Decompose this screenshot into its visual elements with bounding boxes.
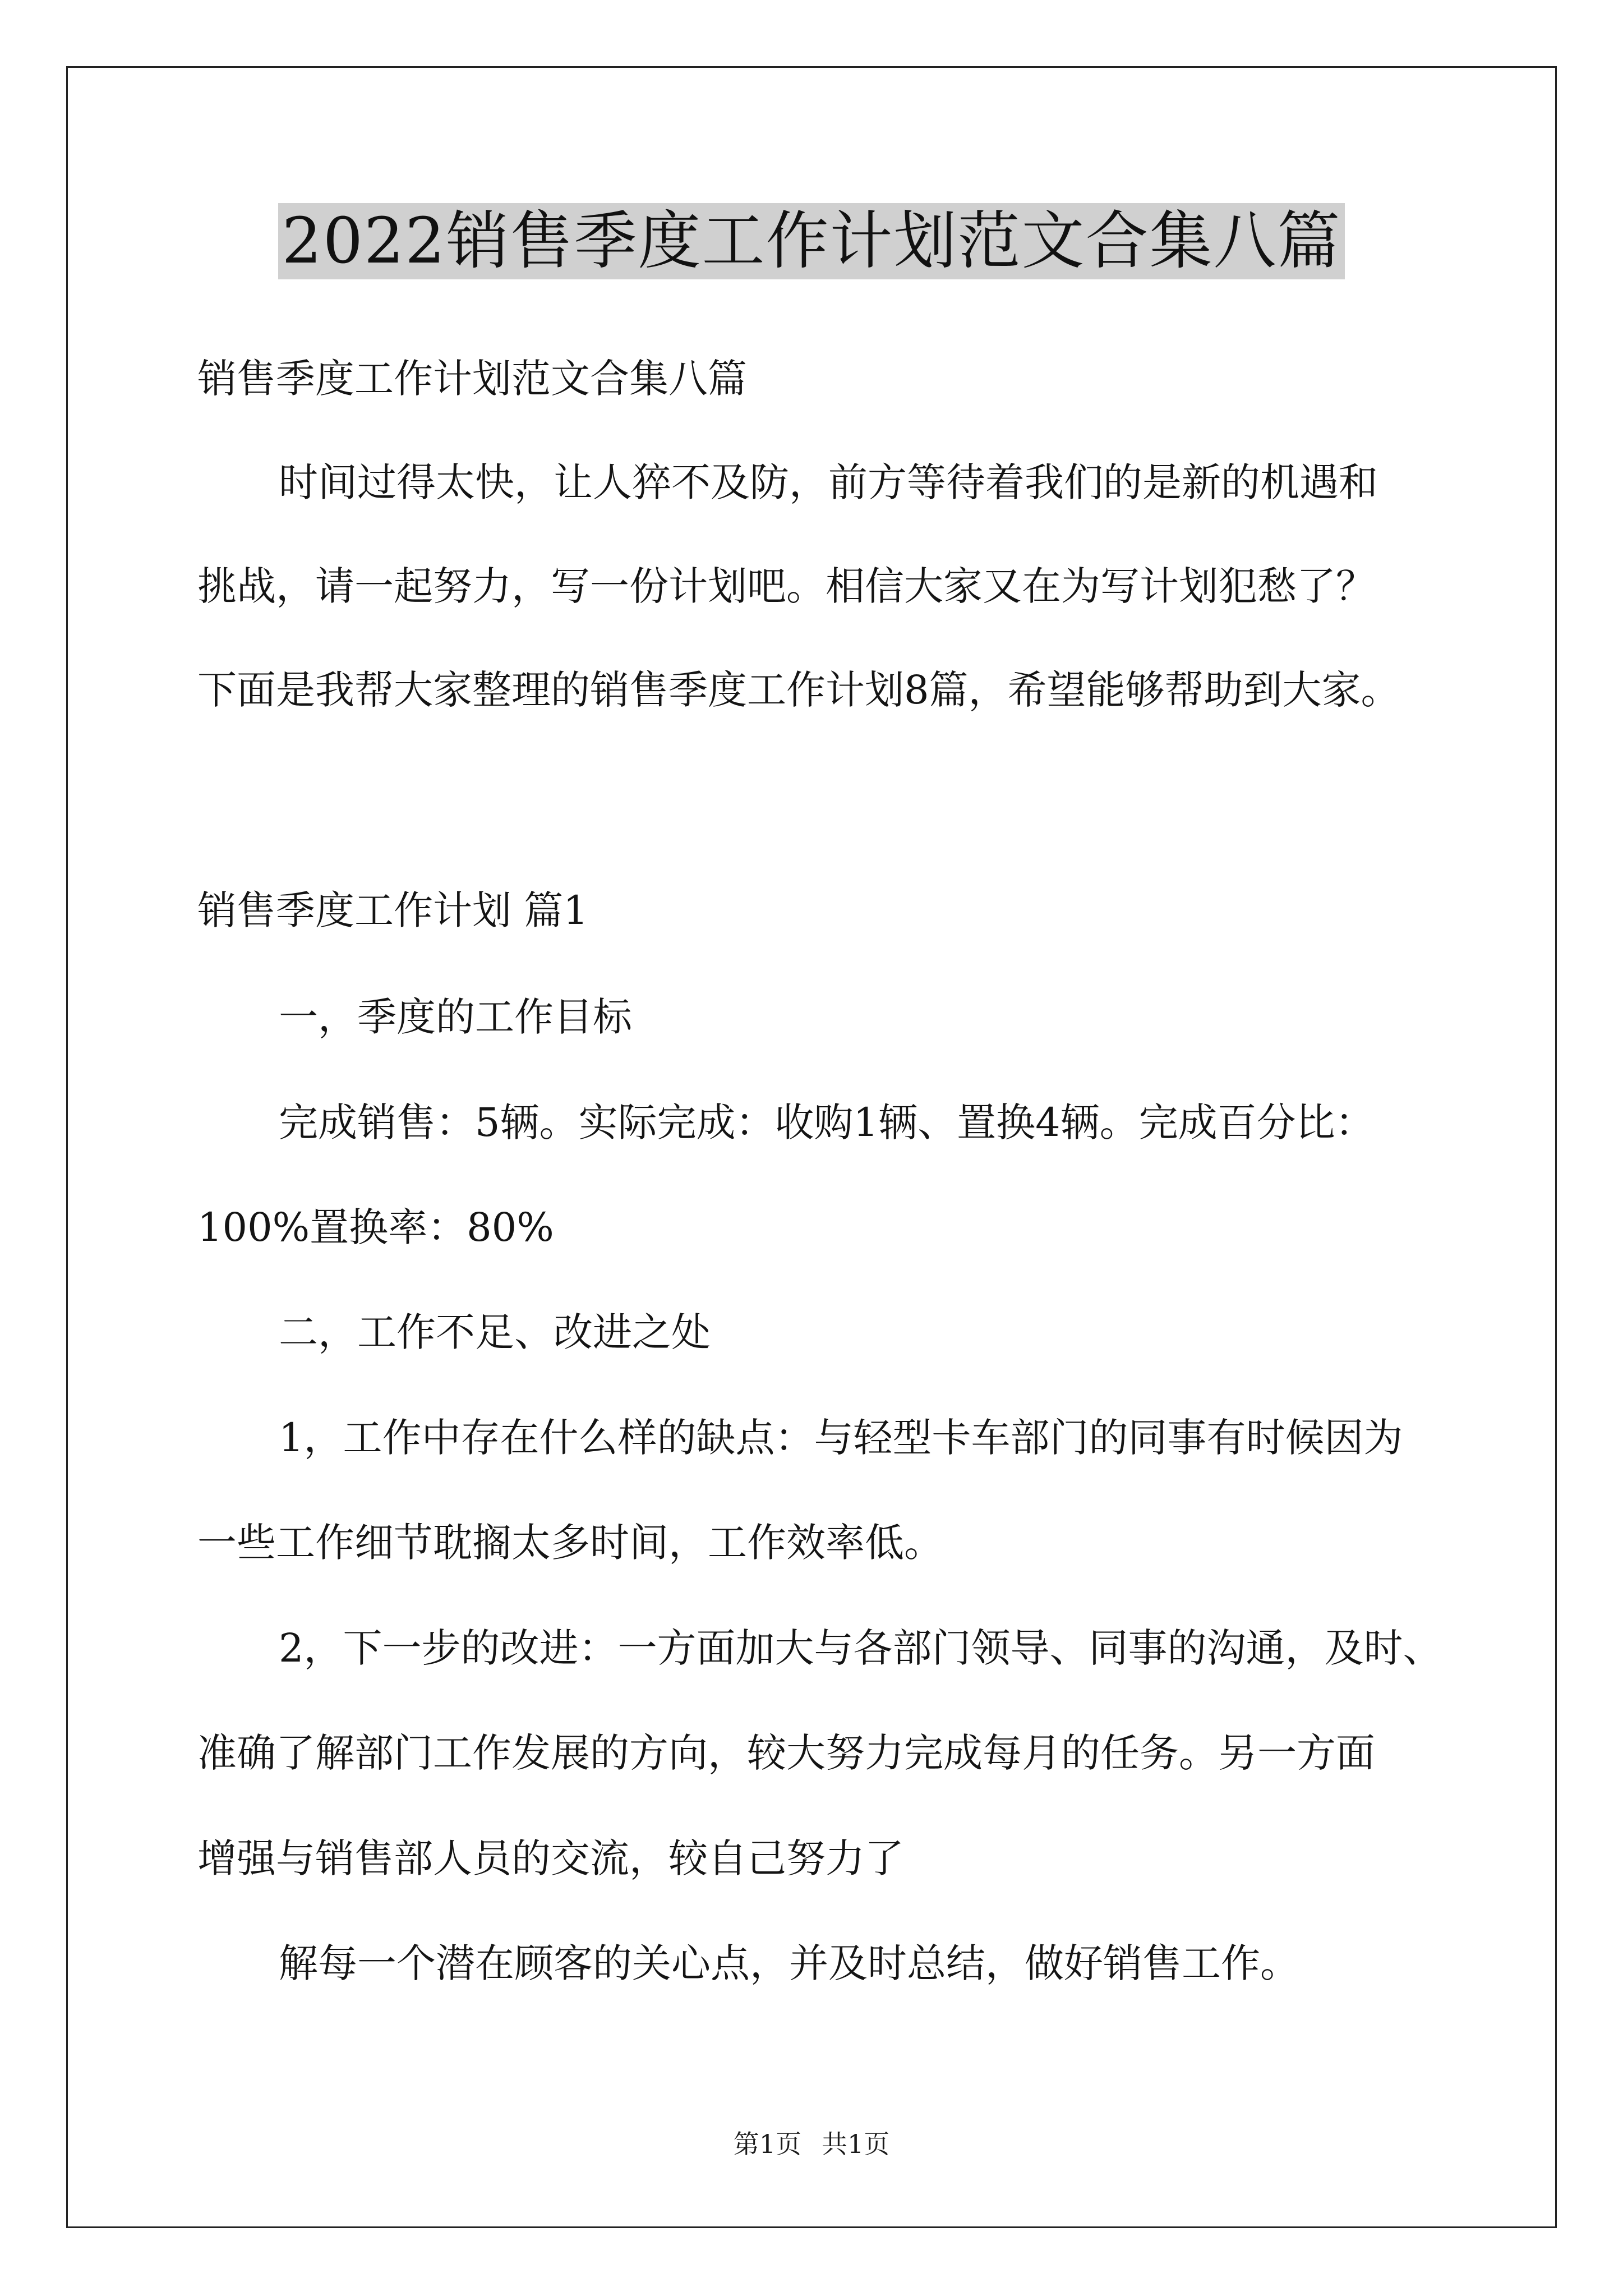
body-line-8: 准确了解部门工作发展的方向，较大努力完成每月的任务。另一方面 xyxy=(197,1730,1375,1776)
intro-line-3: 下面是我帮大家整理的销售季度工作计划8篇，希望能够帮助到大家。 xyxy=(197,667,1400,713)
intro-line-2: 挑战，请一起努力，写一份计划吧。相信大家又在为写计划犯愁了？ xyxy=(197,563,1375,609)
body-line-2: 完成销售：5辆。实际完成：收购1辆、置换4辆。完成百分比： xyxy=(279,1099,1375,1145)
document-subtitle: 销售季度工作计划范文合集八篇 xyxy=(197,356,747,402)
body-line-5: 1，工作中存在什么样的缺点：与轻型卡车部门的同事有时候因为 xyxy=(279,1415,1403,1461)
page-number-total: 共1页 xyxy=(822,2129,890,2159)
body-line-3: 100%置换率：80% xyxy=(197,1204,554,1250)
title-container xyxy=(0,203,1623,279)
section-heading: 销售季度工作计划 篇1 xyxy=(197,887,588,933)
body-line-1: 一，季度的工作目标 xyxy=(279,994,632,1040)
body-line-9: 增强与销售部人员的交流，较自己努力了 xyxy=(197,1835,904,1881)
body-line-6: 一些工作细节耽搁太多时间，工作效率低。 xyxy=(197,1520,943,1566)
body-line-4: 二，工作不足、改进之处 xyxy=(279,1309,711,1355)
page-number-current: 第1页 xyxy=(733,2129,801,2159)
intro-line-1: 时间过得太快，让人猝不及防，前方等待着我们的是新的机遇和 xyxy=(279,459,1378,505)
body-line-10: 解每一个潜在顾客的关心点，并及时总结，做好销售工作。 xyxy=(279,1940,1299,1986)
body-line-7: 2，下一步的改进：一方面加大与各部门领导、同事的沟通，及时、 xyxy=(279,1625,1442,1671)
document-title: 2022销售季度工作计划范文合集八篇 xyxy=(278,203,1344,279)
page-footer xyxy=(0,2127,1623,2161)
